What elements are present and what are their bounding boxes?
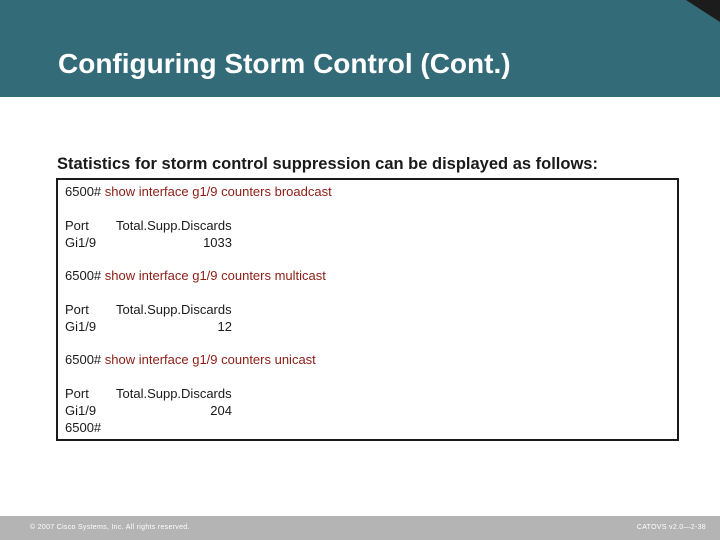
command-line — [65, 183, 332, 200]
cli-command: show interface g1/9 counters multicast — [104, 268, 326, 283]
command-line — [65, 267, 326, 284]
port-cell: Gi1/9 — [65, 235, 97, 250]
slide-title: Configuring Storm Control (Cont.) — [58, 48, 511, 79]
copyright-text: © 2007 Cisco Systems, Inc. All rights reserved. — [30, 524, 190, 531]
column-header-discards: Total.Supp.Discards — [116, 302, 232, 317]
cli-prompt: 6500# — [65, 184, 102, 199]
table-row — [65, 402, 316, 419]
port-cell: Gi1/9 — [65, 319, 97, 334]
cli-command: show interface g1/9 counters broadcast — [104, 184, 332, 199]
footer-bar — [0, 516, 720, 540]
title-bar — [0, 0, 720, 97]
column-header-port: Port — [65, 386, 89, 401]
cli-prompt: 6500# — [65, 268, 102, 283]
column-header-port: Port — [65, 218, 89, 233]
table-header-row — [65, 385, 316, 402]
table-row — [65, 318, 326, 335]
cli-block-unicast — [65, 351, 316, 436]
table-row — [65, 234, 332, 251]
port-cell: Gi1/9 — [65, 403, 97, 418]
table-header-row — [65, 301, 326, 318]
cli-block-broadcast — [65, 183, 332, 251]
course-code: CATOVS v2.0—2-38 — [636, 524, 706, 531]
cli-output-box — [56, 178, 679, 441]
cli-block-multicast — [65, 267, 326, 335]
discards-cell: 204 — [210, 403, 232, 418]
table-header-row — [65, 217, 332, 234]
corner-accent — [686, 0, 720, 22]
column-header-discards: Total.Supp.Discards — [116, 218, 232, 233]
command-line — [65, 351, 316, 368]
intro-text: Statistics for storm control suppression can be displayed as follows: — [57, 155, 598, 173]
column-header-discards: Total.Supp.Discards — [116, 386, 232, 401]
discards-cell: 12 — [217, 319, 232, 334]
column-header-port: Port — [65, 302, 89, 317]
discards-cell: 1033 — [203, 235, 232, 250]
cli-prompt: 6500# — [65, 352, 102, 367]
cli-prompt: 6500# — [65, 420, 102, 435]
cli-command: show interface g1/9 counters unicast — [104, 352, 316, 367]
final-prompt-line — [65, 419, 316, 436]
